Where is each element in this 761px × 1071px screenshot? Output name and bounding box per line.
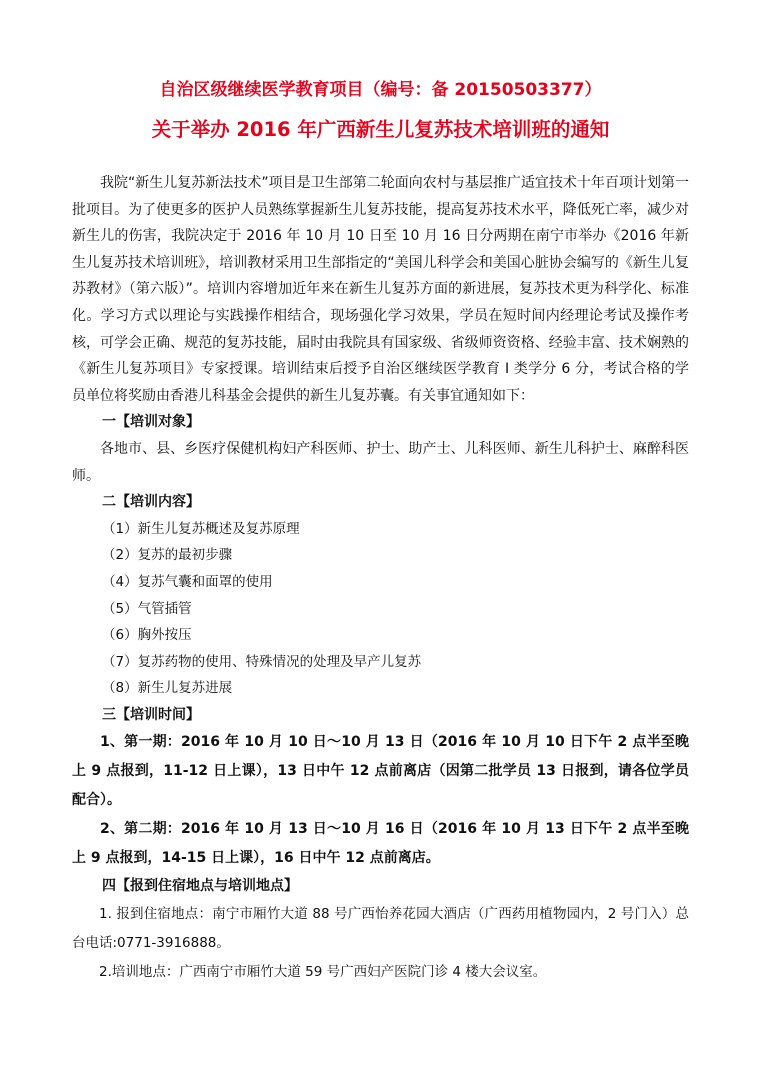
notice-title: 关于举办 2016 年广西新生儿复苏技术培训班的通知: [151, 118, 610, 141]
trainees-paragraph: 各地市、县、乡医疗保健机构妇产科医师、护士、助产士、儿科医师、新生儿科护士、麻醉科医师。: [72, 440, 689, 484]
section-heading-trainees: 一【培训对象】: [102, 414, 200, 431]
content-list-item: （8）新生儿复苏进展: [102, 680, 233, 697]
intro-paragraph: 我院“新生儿复苏新法技术”项目是卫生部第二轮面向农村与基层推广适宜技术十年百项计划第一批项目。为了使更多的医护人员熟练掌握新生儿复苏技能，提高复苏技术水平，降低死亡率，减少对新生儿的伤害，我院决定于 2016 年 10 月 10 日至 10 月 16 日分两期在南宁市举办《2016 年新生儿复苏技术培训班》，培训教材采用卫生部指定的“美国儿科学会和美国心脏协会编写的《新生儿复苏教材》（第六版）”。培训内容增加近年来在新生儿复苏方面的新进展，复苏技术更为科学化、标准化。学习方式以理论与实践操作相结合，现场强化学习效果，学员在短时间内经理论考试及操作考核，可学会正确、规范的复苏技能，届时由我院具有国家级、省级师资资格、经验丰富、技术娴熟的《新生儿复苏项目》专家授课。培训结束后授予自治区继续医学教育 I 类学分 6 分，考试合格的学员单位将奖励由香港儿科基金会提供的新生儿复苏囊。有关事宜通知如下：: [72, 175, 689, 404]
period-one-paragraph: 1、第一期：2016 年 10 月 10 日～10 月 13 日（2016 年 10 月 10 日下午 2 点半至晚上 9 点报到，11-12 日上课），13 日中午 12 点前离店（因第二批学员 13 日报到，请各位学员配合）。: [72, 734, 689, 809]
section-heading-content: 二【培训内容】: [102, 494, 200, 511]
content-list-item: （5）气管插管: [102, 600, 192, 617]
content-list-item: （2）复苏的最初步骤: [102, 547, 233, 564]
section-heading-time: 三【培训时间】: [102, 706, 200, 723]
content-list-item: （6）胸外按压: [102, 627, 192, 644]
content-list-item: （7）复苏药物的使用、特殊情况的处理及早产儿复苏: [102, 653, 422, 670]
project-title: 自治区级继续医学教育项目（编号：备 20150503377）: [159, 80, 602, 100]
section-heading-location: 四【报到住宿地点与培训地点】: [102, 878, 298, 895]
lodging-location-paragraph: 1. 报到住宿地点：南宁市厢竹大道 88 号广西怡养花园大酒店（广西药用植物园内，2 号门入）总台电话:0771-3916888。: [72, 906, 689, 952]
content-list-item: （1）新生儿复苏概述及复苏原理: [102, 520, 300, 537]
content-list-item: （4）复苏气囊和面罩的使用: [102, 573, 273, 590]
period-two-paragraph: 2、第二期：2016 年 10 月 13 日～10 月 16 日（2016 年 10 月 13 日下午 2 点半至晚上 9 点报到，14-15 日上课），16 日中午 12 点前离店。: [72, 821, 689, 867]
training-location-paragraph: 2.培训地点：广西南宁市厢竹大道 59 号广西妇产医院门诊 4 楼大会议室。: [99, 964, 547, 981]
